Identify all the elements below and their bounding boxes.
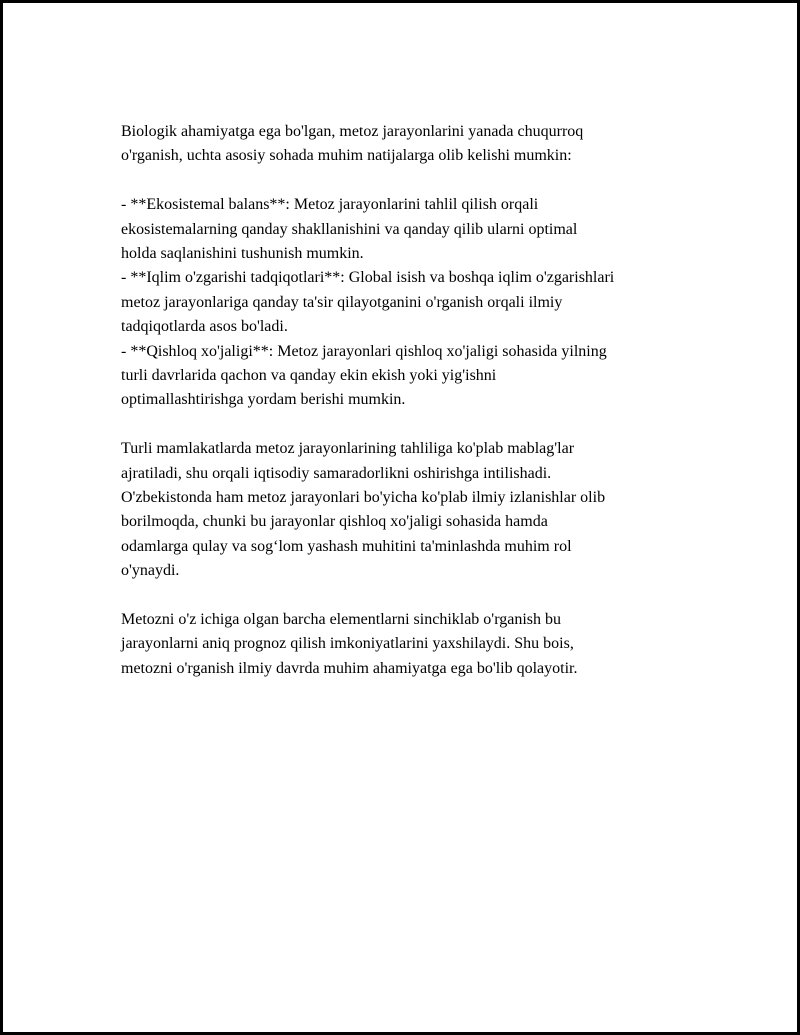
text-line: o'ynaydi.: [121, 562, 180, 580]
list-item-line: metoz jarayonlariga qanday ta'sir qilayotganini o'rganish orqali ilmiy: [121, 293, 563, 311]
text-line: metozni o'rganish ilmiy davrda muhim ahamiyatga ega bo'lib qolayotir.: [121, 659, 578, 677]
list-item-line: tadqiqotlarda asos bo'ladi.: [121, 318, 288, 336]
text-line: borilmoqda, chunki bu jarayonlar qishloq xo'jaligi sohasida hamda: [121, 513, 548, 531]
list-item-line: holda saqlanishini tushunish mumkin.: [121, 245, 364, 263]
list-item-line: ekosistemalarning qanday shakllanishini va qanday qilib ularni optimal: [121, 220, 578, 238]
list-item-line: - **Iqlim o'zgarishi tadqiqotlari**: Global isish va boshqa iqlim o'zgarishlari: [121, 269, 615, 287]
text-line: jarayonlarni aniq prognoz qilish imkoniyatlarini yaxshilaydi. Shu bois,: [121, 635, 574, 653]
paragraph-list: [121, 193, 701, 413]
document-body: [121, 120, 701, 681]
text-line: odamlarga qulay va sog‘lom yashash muhitini ta'minlashda muhim rol: [121, 537, 572, 555]
list-item-line: - **Ekosistemal balans**: Metoz jarayonlarini tahlil qilish orqali: [121, 196, 539, 214]
paragraph-intro: [121, 120, 701, 169]
list-item-line: turli davrlarida qachon va qanday ekin ekish yoki yig'ishni: [121, 367, 497, 385]
text-line: ajratiladi, shu orqali iqtisodiy samaradorlikni oshirishga intilishadi.: [121, 464, 552, 482]
paragraph-spacer: [121, 584, 701, 608]
text-line: Biologik ahamiyatga ega bo'lgan, metoz jarayonlarini yanada chuqurroq: [121, 123, 584, 140]
list-item-line: optimallashtirishga yordam berishi mumkin.: [121, 391, 406, 409]
paragraph-spacer: [121, 169, 701, 193]
text-line: O'zbekistonda ham metoz jarayonlari bo'yicha ko'plab ilmiy izlanishlar olib: [121, 489, 606, 507]
text-line: Metozni o'z ichiga olgan barcha elementlarni sinchiklab o'rganish bu: [121, 611, 561, 629]
paragraph-funding: [121, 437, 701, 583]
list-item-line: - **Qishloq xo'jaligi**: Metoz jarayonlari qishloq xo'jaligi sohasida yilning: [121, 342, 607, 360]
text-line: Turli mamlakatlarda metoz jarayonlarining tahliliga ko'plab mablag'lar: [121, 440, 575, 458]
paragraph-spacer: [121, 413, 701, 437]
text-line: o'rganish, uchta asosiy sohada muhim natijalarga olib kelishi mumkin:: [121, 147, 572, 165]
paragraph-conclusion: [121, 608, 701, 681]
